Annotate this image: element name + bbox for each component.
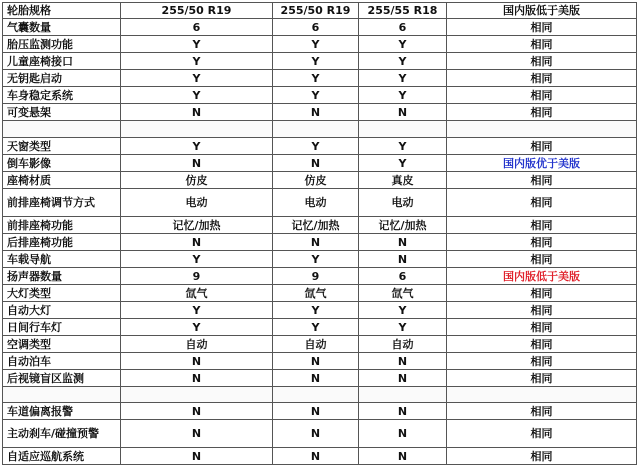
value-col-b: 6 bbox=[273, 19, 359, 36]
table-row bbox=[3, 448, 637, 465]
note-cell: 相同 bbox=[447, 189, 637, 217]
feature-cell: 倒车影像 bbox=[3, 155, 121, 172]
value-col-b: 记忆/加热 bbox=[273, 217, 359, 234]
feature-cell: 空调类型 bbox=[3, 336, 121, 353]
value-col-c: 真皮 bbox=[359, 172, 447, 189]
value-col-a: N bbox=[121, 155, 273, 172]
note-cell: 相同 bbox=[447, 420, 637, 448]
note-cell: 相同 bbox=[447, 104, 637, 121]
feature-cell: 儿童座椅接口 bbox=[3, 53, 121, 70]
note-cell: 相同 bbox=[447, 251, 637, 268]
value-col-c: N bbox=[359, 353, 447, 370]
table-row bbox=[3, 36, 637, 53]
spacer-row bbox=[3, 387, 637, 403]
value-col-c: Y bbox=[359, 87, 447, 104]
feature-cell: 主动刹车/碰撞预警 bbox=[3, 420, 121, 448]
value-col-a: Y bbox=[121, 53, 273, 70]
value-col-c: N bbox=[359, 104, 447, 121]
value-col-b: Y bbox=[273, 138, 359, 155]
value-col-b: Y bbox=[273, 302, 359, 319]
note-cell: 相同 bbox=[447, 353, 637, 370]
note-cell: 相同 bbox=[447, 302, 637, 319]
value-col-c: N bbox=[359, 370, 447, 387]
value-col-c: Y bbox=[359, 155, 447, 172]
value-col-a: N bbox=[121, 234, 273, 251]
note-cell: 国内版低于美版 bbox=[447, 268, 637, 285]
value-col-a: N bbox=[121, 353, 273, 370]
feature-cell: 气囊数量 bbox=[3, 19, 121, 36]
empty-cell bbox=[447, 121, 637, 138]
header-col-b: 255/50 R19 bbox=[273, 3, 359, 19]
table-row bbox=[3, 319, 637, 336]
value-col-b: N bbox=[273, 353, 359, 370]
value-col-c: 电动 bbox=[359, 189, 447, 217]
empty-cell bbox=[3, 387, 121, 403]
value-col-a: N bbox=[121, 420, 273, 448]
empty-cell bbox=[447, 387, 637, 403]
note-cell: 相同 bbox=[447, 319, 637, 336]
value-col-b: 9 bbox=[273, 268, 359, 285]
value-col-a: Y bbox=[121, 36, 273, 53]
note-cell: 相同 bbox=[447, 53, 637, 70]
table-row bbox=[3, 353, 637, 370]
value-col-c: 自动 bbox=[359, 336, 447, 353]
feature-cell: 大灯类型 bbox=[3, 285, 121, 302]
value-col-a: N bbox=[121, 104, 273, 121]
table-row bbox=[3, 302, 637, 319]
feature-cell: 自适应巡航系统 bbox=[3, 448, 121, 465]
feature-cell: 座椅材质 bbox=[3, 172, 121, 189]
value-col-a: 自动 bbox=[121, 336, 273, 353]
empty-cell bbox=[121, 387, 273, 403]
table-row bbox=[3, 217, 637, 234]
value-col-c: N bbox=[359, 403, 447, 420]
value-col-b: N bbox=[273, 234, 359, 251]
note-cell: 相同 bbox=[447, 70, 637, 87]
feature-cell: 可变悬架 bbox=[3, 104, 121, 121]
value-col-a: Y bbox=[121, 70, 273, 87]
note-cell: 相同 bbox=[447, 87, 637, 104]
table-row bbox=[3, 370, 637, 387]
table-row bbox=[3, 138, 637, 155]
value-col-b: 仿皮 bbox=[273, 172, 359, 189]
value-col-c: 6 bbox=[359, 268, 447, 285]
feature-cell: 日间行车灯 bbox=[3, 319, 121, 336]
note-cell: 相同 bbox=[447, 217, 637, 234]
empty-cell bbox=[359, 387, 447, 403]
value-col-a: Y bbox=[121, 138, 273, 155]
value-col-b: N bbox=[273, 104, 359, 121]
feature-cell: 后视镜盲区监测 bbox=[3, 370, 121, 387]
value-col-b: Y bbox=[273, 36, 359, 53]
header-note: 国内版低于美版 bbox=[447, 3, 637, 19]
empty-cell bbox=[273, 121, 359, 138]
value-col-b: 电动 bbox=[273, 189, 359, 217]
value-col-a: Y bbox=[121, 319, 273, 336]
feature-cell: 扬声器数量 bbox=[3, 268, 121, 285]
value-col-a: 电动 bbox=[121, 189, 273, 217]
note-cell: 相同 bbox=[447, 19, 637, 36]
value-col-b: Y bbox=[273, 53, 359, 70]
note-cell: 相同 bbox=[447, 36, 637, 53]
spec-table bbox=[2, 2, 637, 465]
feature-cell: 无钥匙启动 bbox=[3, 70, 121, 87]
value-col-c: Y bbox=[359, 138, 447, 155]
value-col-b: N bbox=[273, 448, 359, 465]
feature-cell: 车道偏离报警 bbox=[3, 403, 121, 420]
table-row bbox=[3, 234, 637, 251]
table-row bbox=[3, 251, 637, 268]
value-col-c: Y bbox=[359, 302, 447, 319]
value-col-a: N bbox=[121, 370, 273, 387]
empty-cell bbox=[359, 121, 447, 138]
value-col-c: 6 bbox=[359, 19, 447, 36]
table-row bbox=[3, 172, 637, 189]
value-col-b: N bbox=[273, 155, 359, 172]
feature-cell: 前排座椅调节方式 bbox=[3, 189, 121, 217]
value-col-b: Y bbox=[273, 87, 359, 104]
value-col-b: 自动 bbox=[273, 336, 359, 353]
note-cell: 相同 bbox=[447, 448, 637, 465]
feature-cell: 后排座椅功能 bbox=[3, 234, 121, 251]
table-row bbox=[3, 189, 637, 217]
table-row bbox=[3, 19, 637, 36]
feature-cell: 自动泊车 bbox=[3, 353, 121, 370]
value-col-c: Y bbox=[359, 36, 447, 53]
header-col-c: 255/55 R18 bbox=[359, 3, 447, 19]
feature-cell: 前排座椅功能 bbox=[3, 217, 121, 234]
table-row bbox=[3, 53, 637, 70]
empty-cell bbox=[3, 121, 121, 138]
header-feature: 轮胎规格 bbox=[3, 3, 121, 19]
table-row bbox=[3, 336, 637, 353]
value-col-a: N bbox=[121, 448, 273, 465]
table-row bbox=[3, 268, 637, 285]
value-col-c: Y bbox=[359, 70, 447, 87]
value-col-c: N bbox=[359, 420, 447, 448]
value-col-c: Y bbox=[359, 53, 447, 70]
note-cell: 相同 bbox=[447, 285, 637, 302]
value-col-a: 6 bbox=[121, 19, 273, 36]
value-col-c: N bbox=[359, 234, 447, 251]
feature-cell: 车身稳定系统 bbox=[3, 87, 121, 104]
value-col-c: 记忆/加热 bbox=[359, 217, 447, 234]
value-col-b: Y bbox=[273, 319, 359, 336]
value-col-b: 氙气 bbox=[273, 285, 359, 302]
value-col-c: Y bbox=[359, 319, 447, 336]
note-cell: 相同 bbox=[447, 336, 637, 353]
value-col-a: Y bbox=[121, 251, 273, 268]
spec-table-body bbox=[3, 3, 637, 465]
feature-cell: 天窗类型 bbox=[3, 138, 121, 155]
note-cell: 相同 bbox=[447, 138, 637, 155]
note-cell: 相同 bbox=[447, 403, 637, 420]
table-row bbox=[3, 420, 637, 448]
note-cell: 相同 bbox=[447, 234, 637, 251]
value-col-a: 记忆/加热 bbox=[121, 217, 273, 234]
table-row bbox=[3, 104, 637, 121]
header-row bbox=[3, 3, 637, 19]
value-col-a: Y bbox=[121, 302, 273, 319]
value-col-a: 氙气 bbox=[121, 285, 273, 302]
feature-cell: 胎压监测功能 bbox=[3, 36, 121, 53]
value-col-a: N bbox=[121, 403, 273, 420]
value-col-b: Y bbox=[273, 70, 359, 87]
table-row bbox=[3, 70, 637, 87]
note-cell: 国内版优于美版 bbox=[447, 155, 637, 172]
value-col-b: N bbox=[273, 420, 359, 448]
value-col-c: N bbox=[359, 448, 447, 465]
value-col-a: 9 bbox=[121, 268, 273, 285]
feature-cell: 自动大灯 bbox=[3, 302, 121, 319]
value-col-c: N bbox=[359, 251, 447, 268]
note-cell: 相同 bbox=[447, 172, 637, 189]
empty-cell bbox=[273, 387, 359, 403]
feature-cell: 车载导航 bbox=[3, 251, 121, 268]
header-col-a: 255/50 R19 bbox=[121, 3, 273, 19]
value-col-b: Y bbox=[273, 251, 359, 268]
value-col-a: 仿皮 bbox=[121, 172, 273, 189]
note-cell: 相同 bbox=[447, 370, 637, 387]
spacer-row bbox=[3, 121, 637, 138]
table-row bbox=[3, 155, 637, 172]
table-row bbox=[3, 87, 637, 104]
value-col-c: 氙气 bbox=[359, 285, 447, 302]
table-row bbox=[3, 403, 637, 420]
value-col-a: Y bbox=[121, 87, 273, 104]
value-col-b: N bbox=[273, 403, 359, 420]
table-row bbox=[3, 285, 637, 302]
value-col-b: N bbox=[273, 370, 359, 387]
empty-cell bbox=[121, 121, 273, 138]
